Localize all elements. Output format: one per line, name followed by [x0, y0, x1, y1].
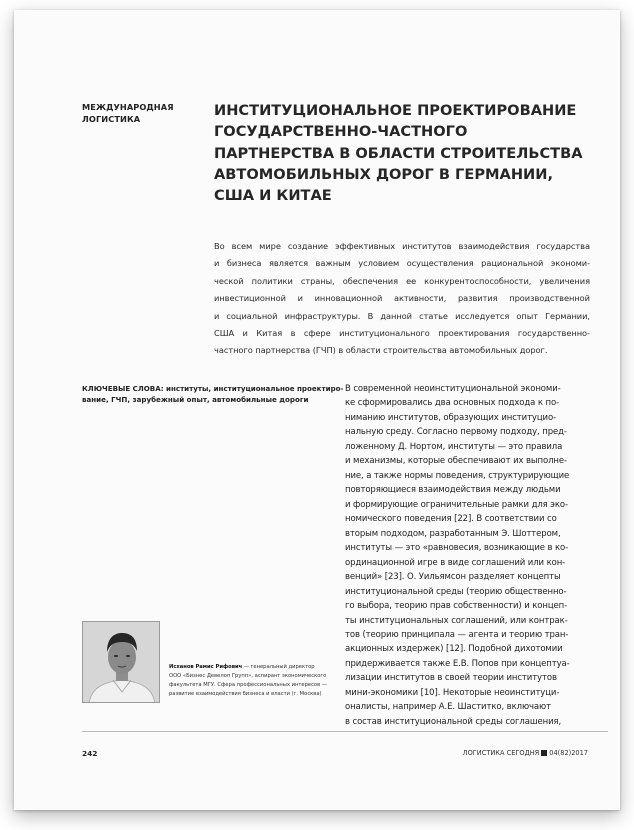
abstract-line: ческой политики страны, обеспечения ее конкурентоспособности, увеличения [214, 275, 590, 286]
author-bio-line: факультета МГУ. Сфера профессиональных интересов — [169, 681, 327, 688]
journal-issue: 04(82)2017 [549, 749, 588, 757]
body-line: ке сформировались два основных подхода к по- [345, 398, 560, 409]
rubric-line: МЕЖДУНАРОДНАЯ [82, 102, 174, 112]
journal-footer [463, 749, 588, 757]
rubric-line: ЛОГИСТИКА [82, 113, 141, 124]
keywords-line: КЛЮЧЕВЫЕ СЛОВА: институты, институциональное проектиро- [82, 384, 344, 393]
keywords-block [82, 383, 342, 405]
magazine-page [14, 10, 620, 810]
abstract-line: и бизнеса является важным условием осуществления рациональной экономи- [214, 258, 590, 269]
author-portrait-illustration [83, 622, 160, 703]
title-line: ИНСТИТУЦИОНАЛЬНОЕ ПРОЕКТИРОВАНИЕ [214, 102, 577, 119]
article-title [214, 100, 614, 206]
author-position: — генеральный директор [242, 664, 315, 670]
body-line: номического поведения [22]. В соответствии со [345, 514, 557, 525]
section-rubric [82, 102, 202, 125]
body-line: мини-экономики [10]. Некоторые неоинституци- [345, 687, 560, 698]
author-bio-line [169, 663, 344, 672]
author-bio-line: ООО «Бизнес Девелоп Групп», аспирант экономического [169, 672, 327, 679]
abstract-line: и социальной инфраструктуры. В данной статье исследуется опыт Германии, [214, 310, 590, 321]
footer-divider [82, 731, 608, 732]
body-line: и механизмы, которые обеспечивают их выполне- [345, 456, 567, 467]
author-photo [82, 621, 160, 703]
body-line: институты — это «равновесия, возникающие в ко- [345, 543, 569, 554]
body-line: ниманию институтов, образующих институцио- [345, 412, 557, 423]
body-line: повторяющиеся взаимодействия между людьми [345, 485, 561, 496]
abstract-line: США и Китая в сфере институционального проектирования государственно- [214, 328, 590, 339]
page-number: 242 [82, 749, 98, 758]
author-name: Исханов Рамис Рифович [169, 664, 243, 670]
keywords-line: вание, ГЧП, зарубежный опыт, автомобильные дороги [82, 395, 309, 405]
abstract-line: частного партнерства (ГЧП) в области строительства автомобильных дорог. [214, 345, 548, 356]
body-line: акционных издержек) [12]. Подобной дихотомии [345, 644, 563, 655]
body-line: ты институциональных соглашений, или контрак- [345, 615, 568, 626]
body-line: придерживается также Е.В. Попов при концептуа- [345, 658, 570, 669]
author-bio [169, 663, 344, 699]
body-line: и формирующие ограничительные рамки для эко- [345, 499, 568, 510]
journal-name: ЛОГИСТИКА СЕГОДНЯ [462, 749, 540, 757]
body-line: венций» [23]. О. Уильямсон разделяет концепты [345, 572, 561, 583]
body-line: ние, а также нормы поведения, структурирующие [345, 470, 570, 481]
body-line: институциональной среды (теорию общественно- [345, 586, 567, 597]
title-line: США И КИТАЕ [214, 187, 332, 205]
body-line: ложенному Д. Нортом, институты — это правила [345, 441, 563, 452]
body-line: лизации институтов в своей теории институтов [345, 673, 557, 684]
body-line: ординационной игре в виде соглашений или кон- [345, 557, 566, 568]
square-separator-icon [541, 750, 547, 756]
body-text-column [345, 382, 595, 729]
body-line: оналисты, например А.Е. Шаститко, включают [345, 702, 551, 713]
abstract-line: инвестиционной и инновационной активности, развития производственной [214, 293, 590, 304]
body-line: тов (теорию принципала — агента и теорию тран- [345, 629, 569, 640]
body-line: В современной неоинституциональной экономи- [345, 384, 561, 394]
body-line: в состав институциональной среды соглашения, [345, 716, 562, 727]
abstract-line: Во всем мире создание эффективных институтов взаимодействия государства [214, 241, 590, 251]
body-line: нальную среду. Согласно первому подходу, пред- [345, 427, 567, 438]
body-line: го выбора, теорию прав собственности) и концеп- [345, 601, 568, 612]
title-line: АВТОМОБИЛЬНЫХ ДОРОГ В ГЕРМАНИИ, [214, 165, 554, 183]
body-line: вторым подходом, разработанным Э. Шоттером, [345, 528, 561, 539]
article-abstract [214, 238, 590, 360]
title-line: ПАРТНЕРСТВА В ОБЛАСТИ СТРОИТЕЛЬСТВА [214, 144, 583, 162]
title-line: ГОСУДАРСТВЕННО-ЧАСТНОГО [214, 123, 468, 141]
author-bio-line: развитие взаимодействия бизнеса и власти (г. Москва) [169, 690, 322, 697]
